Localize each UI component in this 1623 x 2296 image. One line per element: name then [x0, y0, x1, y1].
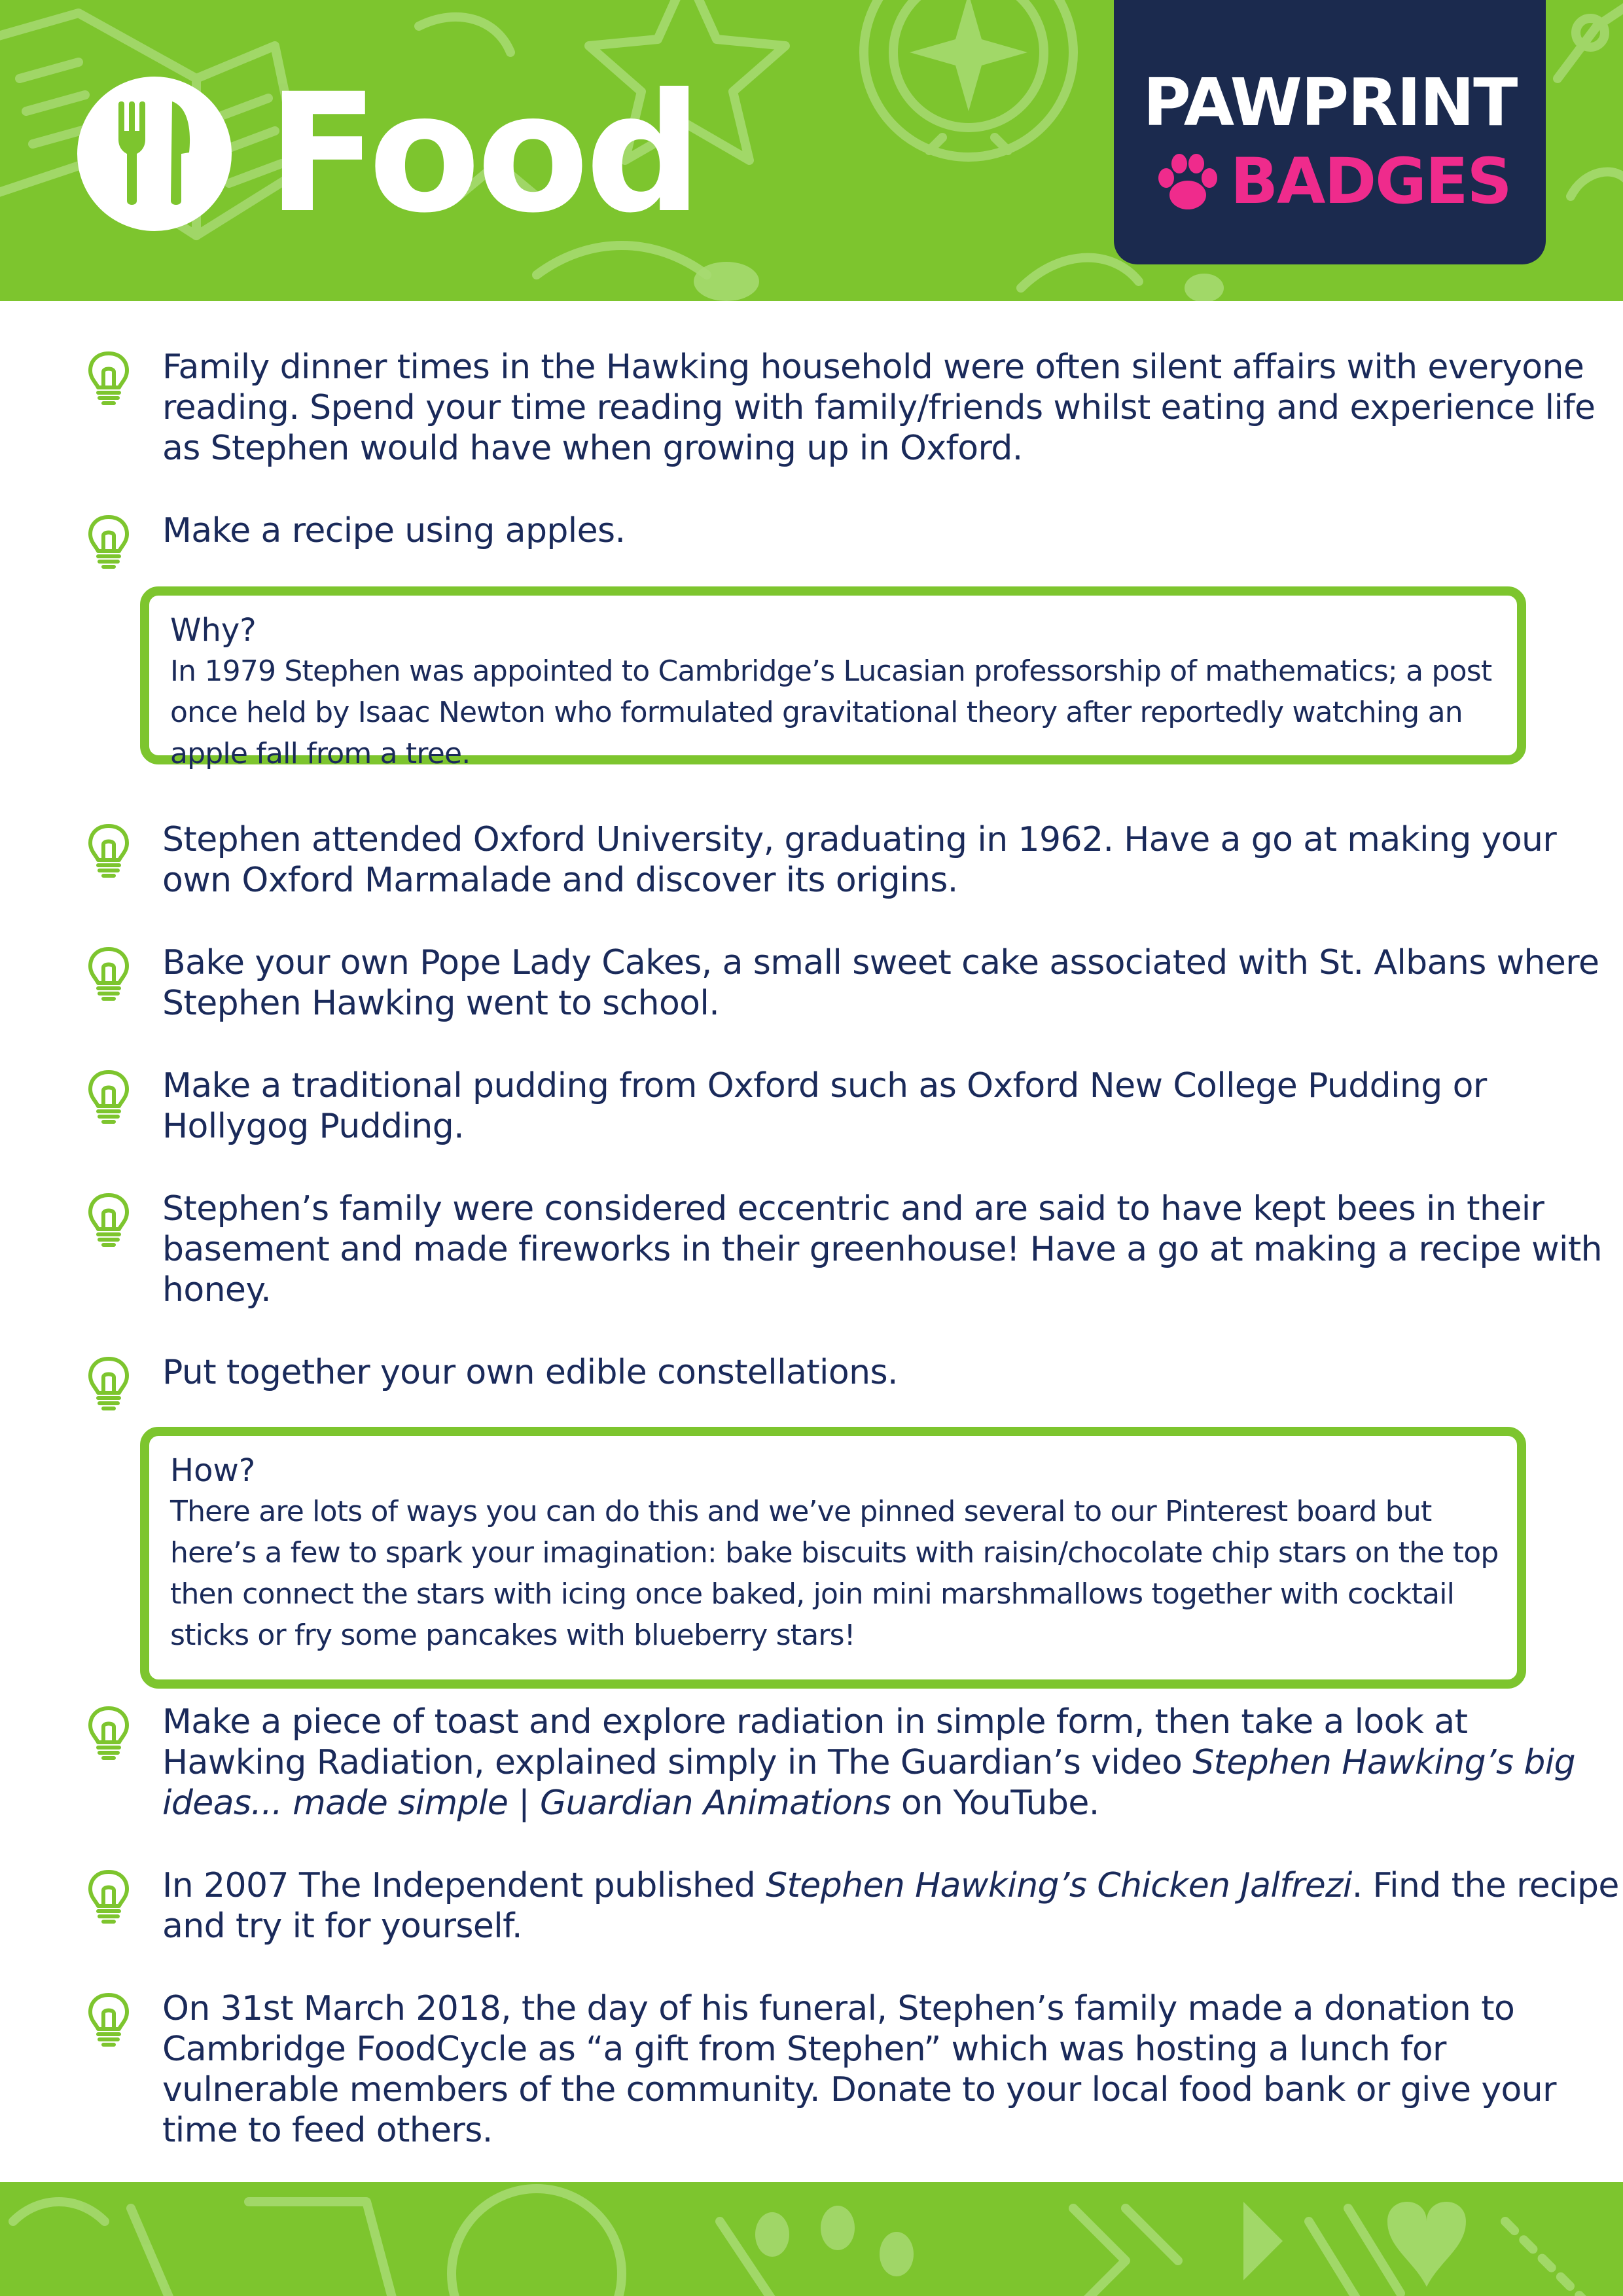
- lightbulb-icon: [85, 945, 132, 1004]
- page-title: Food: [267, 58, 699, 249]
- why-box-text: In 1979 Stephen was appointed to Cambridge’s Lucasian professorship of mathematics; a post once held by Isaac Newton who formulated gravitational theory after reportedly watching an apple fall from a tree.: [170, 655, 1492, 770]
- list-item-text-part: . Find the recipe and try it for yourself.: [162, 1866, 1619, 1946]
- lightbulb-icon: [85, 350, 132, 408]
- title-group: [77, 58, 699, 249]
- why-box-title: Why?: [170, 612, 257, 649]
- brand-name-line2: BADGES: [1230, 145, 1511, 218]
- lightbulb-icon: [85, 1868, 132, 1927]
- how-box-title: How?: [170, 1452, 256, 1489]
- lightbulb-icon: [85, 1191, 132, 1250]
- brand-name-line2-group: [1152, 145, 1511, 217]
- how-box-text: There are lots of ways you can do this and we’ve pinned several to our Pinterest board but here’s a few to spark your imagination: bake biscuits with raisin/chocolate chip stars on the top then connect the stars with icing once baked, join mini marshmallows together with cocktail sticks or fry some pancakes with blueberry stars!: [170, 1495, 1499, 1652]
- brand-logo: [1114, 0, 1546, 264]
- lightbulb-icon: [85, 513, 132, 572]
- list-item-text: Stephen’s family were considered eccentric and are said to have kept bees in their basement and made fireworks in their greenhouse! Have a go at making a recipe with honey.: [162, 1189, 1603, 1310]
- list-item-text: Make a traditional pudding from Oxford such as Oxford New College Pudding or Hollygog Pudding.: [162, 1066, 1487, 1146]
- list-item-text: On 31st March 2018, the day of his funeral, Stephen’s family made a donation to Cambridge FoodCycle as “a gift from Stephen” which was hosting a lunch for vulnerable members of the community. Donate to your local food bank or give your time to feed others.: [162, 1989, 1556, 2150]
- brand-name-line1: PAWPRINT: [1143, 64, 1517, 141]
- list-item-text-part: Make a piece of toast and explore radiation in simple form, then take a look at Hawking Radiation, explained simply in The Guardian’s video: [162, 1702, 1468, 1782]
- list-item-text: [162, 1865, 1622, 1946]
- footer-banner: [0, 2182, 1623, 2296]
- lightbulb-icon: [85, 1704, 132, 1763]
- list-item-text: Put together your own edible constellations.: [162, 1353, 898, 1392]
- list-item-text: [162, 1702, 1622, 1823]
- lightbulb-icon: [85, 822, 132, 881]
- header-banner: [0, 0, 1623, 301]
- lightbulb-icon: [85, 1355, 132, 1414]
- doodle-pattern-background: [0, 2182, 1623, 2296]
- paw-icon: [1152, 145, 1224, 217]
- list-item-text: Bake your own Pope Lady Cakes, a small sweet cake associated with St. Albans where Stephen Hawking went to school.: [162, 943, 1599, 1023]
- fork-knife-icon: [77, 77, 232, 231]
- list-item-text-part: on YouTube.: [891, 1784, 1099, 1823]
- list-item-text: Make a recipe using apples.: [162, 511, 626, 550]
- list-item-text-part: In 2007 The Independent published: [162, 1866, 766, 1905]
- why-info-box: [140, 586, 1526, 770]
- list-item-text: Family dinner times in the Hawking household were often silent affairs with everyone reading. Spend your time reading with family/friends whilst eating and experience life as Stephen would have when growing up in Oxford.: [162, 348, 1596, 468]
- list-item-text: Stephen attended Oxford University, graduating in 1962. Have a go at making your own Oxford Marmalade and discover its origins.: [162, 820, 1557, 900]
- video-title: Stephen Hawking’s big ideas... made simple | Guardian Animations: [162, 1743, 1576, 1823]
- lightbulb-icon: [85, 1068, 132, 1127]
- lightbulb-icon: [85, 1991, 132, 2050]
- how-info-box: [140, 1427, 1526, 1689]
- recipe-title: Stephen Hawking’s Chicken Jalfrezi: [766, 1866, 1352, 1905]
